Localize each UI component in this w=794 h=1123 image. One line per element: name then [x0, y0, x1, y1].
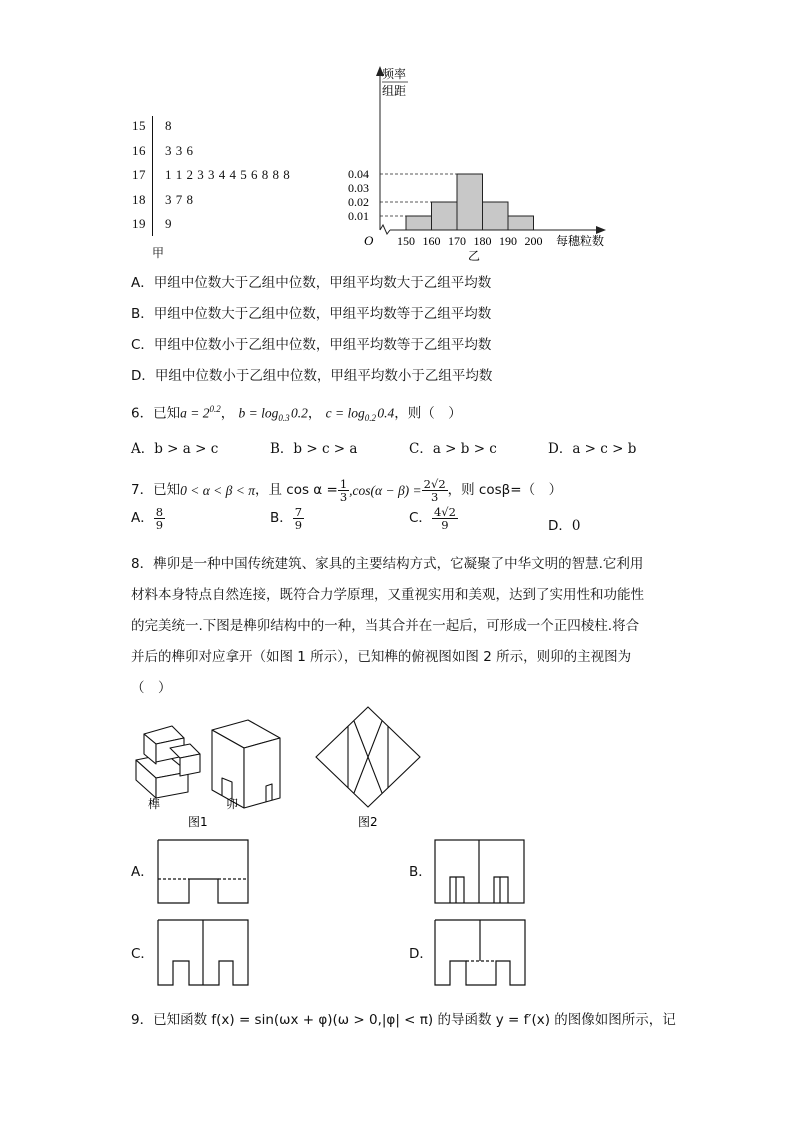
fig1-label-mao: 卯	[226, 797, 239, 811]
q7-mid: ，且 cos α =	[255, 481, 338, 498]
histogram-bar	[508, 216, 534, 230]
y-tick-label: 0.04	[348, 167, 369, 181]
q8-option-b-figure	[434, 839, 526, 905]
q6-option-b: B．b > c > a	[270, 441, 358, 457]
stem-17: 17	[132, 167, 146, 182]
histogram-caption: 乙	[468, 249, 481, 262]
x-tick-label: 160	[422, 234, 441, 248]
q7-option-label: D．	[548, 518, 572, 534]
q7-fraction-2: $\frac{2√2}{3}$	[423, 477, 446, 505]
x-tick-label: 150	[397, 234, 415, 248]
q6-b-expr: b = log	[238, 405, 279, 421]
q7-option-a	[131, 506, 165, 531]
x-axis-arrow	[596, 226, 606, 234]
q5-option-a: A．甲组中位数大于乙组中位数，甲组平均数大于乙组平均数	[131, 275, 492, 291]
q7-mid2: ,cos(α − β) =	[349, 482, 422, 498]
q8-option-a-figure	[157, 839, 249, 905]
q8-option-c-label: C．	[131, 946, 154, 962]
q5-option-c: C．甲组中位数小于乙组中位数，甲组平均数等于乙组平均数	[131, 337, 492, 353]
q6-a-exp: 0.2	[209, 404, 221, 414]
y-axis-label-bottom: 组距	[382, 84, 407, 98]
x-tick-label: 180	[473, 234, 492, 248]
q7-prefix: 7．已知	[131, 481, 181, 498]
q8-option-a-label: A．	[131, 864, 154, 880]
stem-leaf-label: 甲	[152, 246, 165, 260]
q8-option-c-figure	[157, 919, 249, 987]
y-tick-label: 0.01	[348, 209, 369, 223]
q8-text-line: 的完美统一.下图是榫卯结构中的一种，当其合并在一起后，可形成一个正四棱柱.将合	[131, 618, 640, 634]
q7-option-label: A．	[131, 509, 154, 526]
q6-a-expr: a = 2	[180, 405, 210, 421]
mortise-shape	[212, 720, 280, 808]
x-tick-label: 190	[499, 234, 517, 248]
axis-break-mark	[380, 225, 390, 234]
q5-option-d: D．甲组中位数小于乙组中位数，甲组平均数小于乙组平均数	[131, 368, 493, 384]
tenon-shape	[136, 726, 200, 798]
q7-option-label: C．	[409, 509, 432, 526]
histogram	[340, 62, 620, 262]
origin-label: O	[364, 233, 374, 248]
histogram-bar	[406, 216, 432, 230]
q6-option-a: A．b > a > c	[131, 441, 219, 457]
q7-option-fraction: $\frac{4√2}{9}$	[433, 505, 456, 533]
y-tick-label: 0.02	[348, 195, 369, 209]
q7-option-value: 0	[571, 518, 581, 534]
leaves-19: 9	[165, 216, 172, 231]
q8-text-line: （ ）	[131, 680, 172, 696]
figure-2-top-view	[310, 705, 430, 833]
q8-option-d-figure	[434, 919, 526, 987]
q8-text-line: 材料本身特点自然连接，既符合力学原理，又重视实用和美观，达到了实用性和功能性	[131, 587, 644, 603]
q7-condition: 0 < α < β < π	[180, 482, 255, 498]
q8-text-line: 8．榫卯是一种中国传统建筑、家具的主要结构方式，它凝聚了中华文明的智慧.它利用	[131, 556, 644, 572]
q6-c-arg: 0.4	[377, 405, 395, 421]
fig2-caption: 图2	[358, 815, 378, 829]
stem-19: 19	[132, 216, 146, 231]
q7-suffix: ，则 cosβ=（ ）	[447, 481, 563, 498]
x-tick-label: 170	[448, 234, 466, 248]
histogram-bar	[432, 202, 458, 230]
question-6-stem: 6．已知$a = 2^{0.2}$， $b = \log_{0.3}$ 0.2， $c = \log_{0.2}$ 0.4，则（ ）	[131, 404, 462, 424]
x-axis-label: 每穗粒数	[556, 234, 605, 248]
leaves-17: 1 1 2 3 3 4 4 5 6 8 8 8	[165, 167, 291, 182]
q7-option-d	[548, 520, 581, 534]
q8-option-b-label: B．	[409, 864, 432, 880]
q5-option-b: B．甲组中位数大于乙组中位数，甲组平均数等于乙组平均数	[131, 306, 492, 322]
q7-option-fraction: $\frac{8}{9}$	[155, 505, 164, 533]
q7-option-b	[270, 506, 304, 531]
stem-16: 16	[132, 142, 146, 158]
q6-b-arg: 0.2	[291, 405, 308, 421]
x-tick-label: 200	[524, 234, 543, 248]
q6-c-base: 0.2	[364, 413, 377, 424]
histogram-bar	[483, 202, 509, 230]
question-7-stem	[131, 478, 562, 503]
fig1-label-sun: 榫	[148, 797, 161, 811]
y-axis-label-top: 频率	[382, 67, 407, 81]
stem-leaf-divider	[152, 116, 153, 236]
leaves-18: 3 7 8	[165, 191, 194, 207]
q6-prefix: 6．已知	[131, 405, 181, 422]
q8-option-d-label: D．	[409, 946, 433, 962]
leaves-16: 3 3 6	[165, 142, 194, 158]
q8-text-line: 并后的榫卯对应拿开（如图 1 所示），已知榫的俯视图如图 2 所示，则卯的主视图为	[131, 649, 632, 665]
q6-suffix: ，则（ ）	[394, 405, 462, 422]
fig1-caption: 图1	[188, 815, 208, 829]
q6-option-d: D．a > c > b	[548, 441, 637, 457]
question-9-stem: 9．已知函数 f(x) = sin(ωx + φ)(ω > 0,|φ| < π) 的导函数 y = f′(x) 的图像如图所示，记	[131, 1012, 676, 1028]
stem-15: 15	[132, 118, 146, 133]
q7-option-label: B．	[270, 509, 293, 526]
q6-b-base: 0.3	[278, 413, 290, 424]
q6-c-expr: c = log	[325, 405, 365, 421]
leaves-15: 8	[165, 118, 172, 133]
figure-1-tenon-mortise	[128, 712, 308, 832]
q7-option-fraction: $\frac{7}{9}$	[294, 505, 303, 533]
stem-18: 18	[132, 191, 146, 207]
q6-option-c: C．a > b > c	[409, 441, 497, 457]
stem-leaf-plot	[128, 116, 328, 266]
q7-option-c	[409, 506, 458, 531]
histogram-bar	[457, 174, 483, 230]
y-tick-label: 0.03	[348, 181, 369, 195]
q7-fraction-1: $\frac{1}{3}$	[339, 477, 348, 505]
